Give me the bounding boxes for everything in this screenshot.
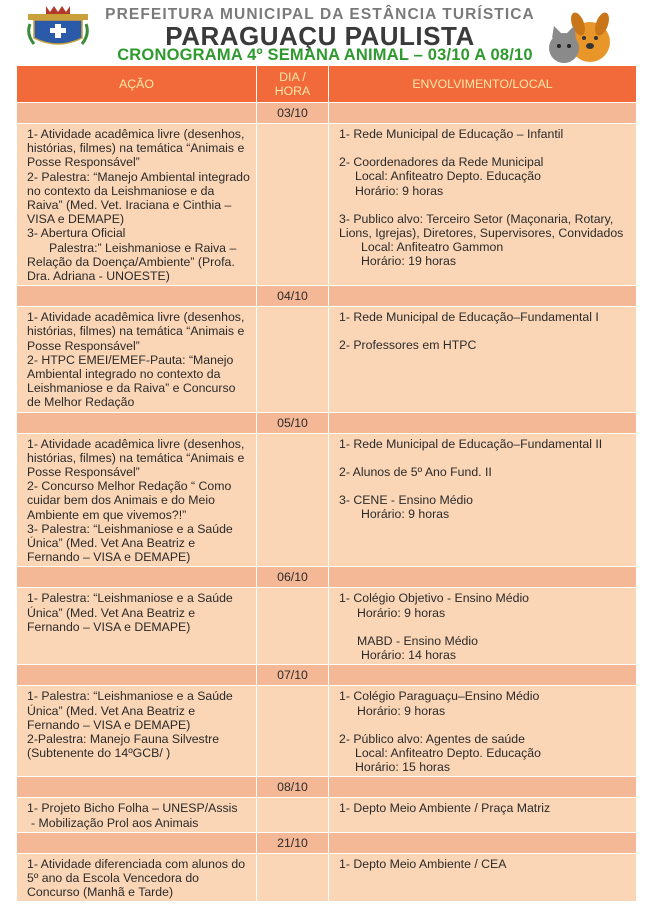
date-row xyxy=(17,832,637,853)
dia-hora-cell xyxy=(257,124,329,286)
table-row xyxy=(17,433,637,567)
envolvimento-line: Horário: 9 horas xyxy=(355,183,444,198)
table-row xyxy=(17,686,637,777)
envolvimento-line: 1- Depto Meio Ambiente / CEA xyxy=(339,856,507,871)
acao-line: 1- Palestra: “Leishmaniose e a Saúde xyxy=(27,591,233,606)
acao-line: Dra. Adriana - UNOESTE) xyxy=(27,269,170,284)
acao-line: Posse Responsável” xyxy=(27,465,140,480)
municipal-crest-icon xyxy=(26,4,90,50)
table-row xyxy=(17,853,637,902)
envolvimento-line: 1- Depto Meio Ambiente / Praça Matriz xyxy=(339,801,551,816)
table-row xyxy=(17,798,637,832)
date-cell: 05/10 xyxy=(257,412,329,433)
acao-line: 1- Atividade acadêmica livre (desenhos, xyxy=(27,436,245,451)
column-header-dia: DIA / xyxy=(279,70,306,84)
dia-hora-cell xyxy=(257,588,329,665)
acao-cell xyxy=(17,124,257,286)
schedule-table xyxy=(16,65,637,902)
envolvimento-line: Horário: 9 horas xyxy=(361,507,450,522)
envolvimento-line: 1- Rede Municipal de Educação – Infantil xyxy=(339,127,564,141)
envolvimento-cell xyxy=(329,798,637,832)
acao-cell xyxy=(17,588,257,665)
acao-line: Fernando – VISA e DEMAPE) xyxy=(27,550,191,565)
acao-line: Palestra:” Leishmaniose e Raiva – xyxy=(49,240,237,255)
date-row-spacer xyxy=(17,286,257,307)
acao-line: 3- Palestra: “Leishmaniose e a Saúde xyxy=(27,521,233,536)
date-row-spacer xyxy=(17,665,257,686)
dia-hora-cell xyxy=(257,307,329,412)
envolvimento-line xyxy=(339,141,630,155)
envolvimento-line: MABD - Ensino Médio xyxy=(357,633,478,648)
date-row xyxy=(17,412,637,433)
acao-cell xyxy=(17,853,257,902)
envolvimento-line: 1- Colégio Objetivo - Ensino Médio xyxy=(339,591,530,606)
date-row xyxy=(17,103,637,124)
date-row-spacer xyxy=(17,567,257,588)
acao-line: 2- Palestra: “Manejo Ambiental integrado xyxy=(27,169,250,184)
column-header-hora: HORA xyxy=(274,84,311,98)
date-cell: 07/10 xyxy=(257,665,329,686)
header-line-1: PREFEITURA MUNICIPAL DA ESTÂNCIA TURÍSTICA xyxy=(105,6,535,23)
schedule-rows xyxy=(17,103,637,902)
acao-line: Ambiental integrado no contexto da xyxy=(27,367,221,382)
acao-line: Concurso (Manhã e Tarde) xyxy=(27,885,174,900)
envolvimento-line: 1- Rede Municipal de Educação–Fundamental II xyxy=(339,436,603,451)
acao-line: Raiva” (Med. Vet. Iraciana e Cinthia – xyxy=(27,198,232,213)
envolvimento-line xyxy=(339,620,630,634)
envolvimento-line: 2- Professores em HTPC xyxy=(339,338,477,353)
date-row-spacer xyxy=(329,412,637,433)
acao-cell xyxy=(17,307,257,412)
acao-line: no contexto da Leishmaniose e da xyxy=(27,183,215,198)
envolvimento-line: Local: Anfiteatro Depto. Educação xyxy=(355,169,541,184)
acao-line: Relação da Doença/Ambiente” (Profa. xyxy=(27,254,235,269)
document-header xyxy=(0,0,650,64)
acao-line: 1- Atividade acadêmica livre (desenhos, xyxy=(27,127,245,141)
acao-line: histórias, filmes) na temática “Animais e xyxy=(27,141,245,156)
acao-line: 3- Abertura Oficial xyxy=(27,226,126,241)
envolvimento-line: 2- Alunos de 5º Ano Fund. II xyxy=(339,464,492,479)
table-row xyxy=(17,307,637,412)
date-row-spacer xyxy=(329,286,637,307)
acao-line: 1- Atividade acadêmica livre (desenhos, xyxy=(27,310,245,325)
acao-line: 2- Concurso Melhor Redação “ Como xyxy=(27,479,232,494)
acao-line: Única” (Med. Vet Ana Beatriz e xyxy=(27,605,196,620)
date-row-spacer xyxy=(329,567,637,588)
acao-line: Ambiente em que vivemos?!” xyxy=(27,507,187,522)
envolvimento-line: Local: Anfiteatro Gammon xyxy=(361,240,504,255)
acao-line: 2-Palestra: Manejo Fauna Silvestre xyxy=(27,731,220,746)
envolvimento-line: Lions, Igrejas), Diretores, Supervisores, Convidados xyxy=(339,226,624,241)
envolvimento-line: 3- CENE - Ensino Médio xyxy=(339,493,473,508)
acao-line: Única” (Med. Vet Ana Beatriz e xyxy=(27,703,196,718)
envolvimento-line: 3- Publico alvo: Terceiro Setor (Maçonaria, Rotary, xyxy=(339,211,614,226)
acao-line: cuidar bem dos Animais e do Meio xyxy=(27,493,215,508)
envolvimento-line: Horário: 15 horas xyxy=(355,760,451,775)
date-cell: 04/10 xyxy=(257,286,329,307)
envolvimento-line xyxy=(339,451,630,465)
acao-line: Posse Responsável” xyxy=(27,155,140,170)
date-row-spacer xyxy=(17,777,257,798)
acao-line: histórias, filmes) na temática “Animais e xyxy=(27,324,245,339)
table-row xyxy=(17,124,637,286)
acao-cell xyxy=(17,798,257,832)
envolvimento-cell xyxy=(329,433,637,567)
acao-line: VISA e DEMAPE) xyxy=(27,212,125,227)
date-row xyxy=(17,286,637,307)
envolvimento-line: Local: Anfiteatro Depto. Educação xyxy=(355,745,541,760)
schedule-title: CRONOGRAMA 4º SEMANA ANIMAL – 03/10 A 08/10 xyxy=(117,46,533,64)
envolvimento-line: Horário: 19 horas xyxy=(361,254,457,269)
header-city-name: PARAGUAÇU PAULISTA xyxy=(165,21,475,51)
envolvimento-cell xyxy=(329,853,637,902)
column-header-envolvimento: ENVOLVIMENTO/LOCAL xyxy=(329,66,637,103)
date-row xyxy=(17,777,637,798)
acao-cell xyxy=(17,686,257,777)
envolvimento-line xyxy=(339,198,630,212)
date-row-spacer xyxy=(329,777,637,798)
acao-line: 5º ano da Escola Vencedora do xyxy=(27,870,199,885)
date-row-spacer xyxy=(17,832,257,853)
acao-line: 1- Projeto Bicho Folha – UNESP/Assis xyxy=(27,801,238,816)
envolvimento-cell xyxy=(329,124,637,286)
acao-line: - Mobilização Prol aos Animais xyxy=(31,815,199,830)
acao-cell xyxy=(17,433,257,567)
acao-line: Única” (Med. Vet Ana Beatriz e xyxy=(27,536,196,551)
date-row xyxy=(17,567,637,588)
envolvimento-line xyxy=(339,718,630,732)
envolvimento-line xyxy=(339,479,630,493)
envolvimento-cell xyxy=(329,307,637,412)
envolvimento-line xyxy=(339,324,630,338)
column-header-acao: AÇÃO xyxy=(17,66,257,103)
acao-line: 1- Palestra: “Leishmaniose e a Saúde xyxy=(27,689,233,704)
acao-line: 1- Atividade diferenciada com alunos do xyxy=(27,856,246,871)
date-row xyxy=(17,665,637,686)
envolvimento-line: Horário: 9 horas xyxy=(357,703,446,718)
cat-and-dog-icon xyxy=(544,2,614,66)
acao-line: 2- HTPC EMEI/EMEF-Pauta: “Manejo xyxy=(27,352,234,367)
date-row-spacer xyxy=(17,103,257,124)
acao-line: Leishmaniose e da Raiva” e Concurso xyxy=(27,381,236,396)
date-cell: 21/10 xyxy=(257,832,329,853)
dia-hora-cell xyxy=(257,433,329,567)
acao-line: (Subtenente do 14ºGCB/ ) xyxy=(27,746,171,761)
date-cell: 06/10 xyxy=(257,567,329,588)
dia-hora-cell xyxy=(257,853,329,902)
envolvimento-line: 1- Colégio Paraguaçu–Ensino Médio xyxy=(339,689,540,704)
envolvimento-line: 1- Rede Municipal de Educação–Fundamental I xyxy=(339,310,599,325)
acao-line: Fernando – VISA e DEMAPE) xyxy=(27,717,191,732)
date-row-spacer xyxy=(329,103,637,124)
envolvimento-line: Horário: 14 horas xyxy=(361,648,457,663)
date-row-spacer xyxy=(17,412,257,433)
acao-line: histórias, filmes) na temática “Animais e xyxy=(27,450,245,465)
table-row xyxy=(17,588,637,665)
column-header-dia-hora xyxy=(257,66,329,103)
envolvimento-cell xyxy=(329,686,637,777)
dia-hora-cell xyxy=(257,798,329,832)
acao-line: Posse Responsável” xyxy=(27,338,140,353)
date-cell: 08/10 xyxy=(257,777,329,798)
envolvimento-cell xyxy=(329,588,637,665)
acao-line: Fernando – VISA e DEMAPE) xyxy=(27,619,191,634)
envolvimento-line: Horário: 9 horas xyxy=(357,605,446,620)
date-row-spacer xyxy=(329,832,637,853)
date-row-spacer xyxy=(329,665,637,686)
envolvimento-line: 2- Público alvo: Agentes de saúde xyxy=(339,731,525,746)
acao-line: de Melhor Redação xyxy=(27,395,135,410)
envolvimento-line: 2- Coordenadores da Rede Municipal xyxy=(339,155,544,170)
table-header-row xyxy=(17,66,637,103)
date-cell: 03/10 xyxy=(257,103,329,124)
dia-hora-cell xyxy=(257,686,329,777)
